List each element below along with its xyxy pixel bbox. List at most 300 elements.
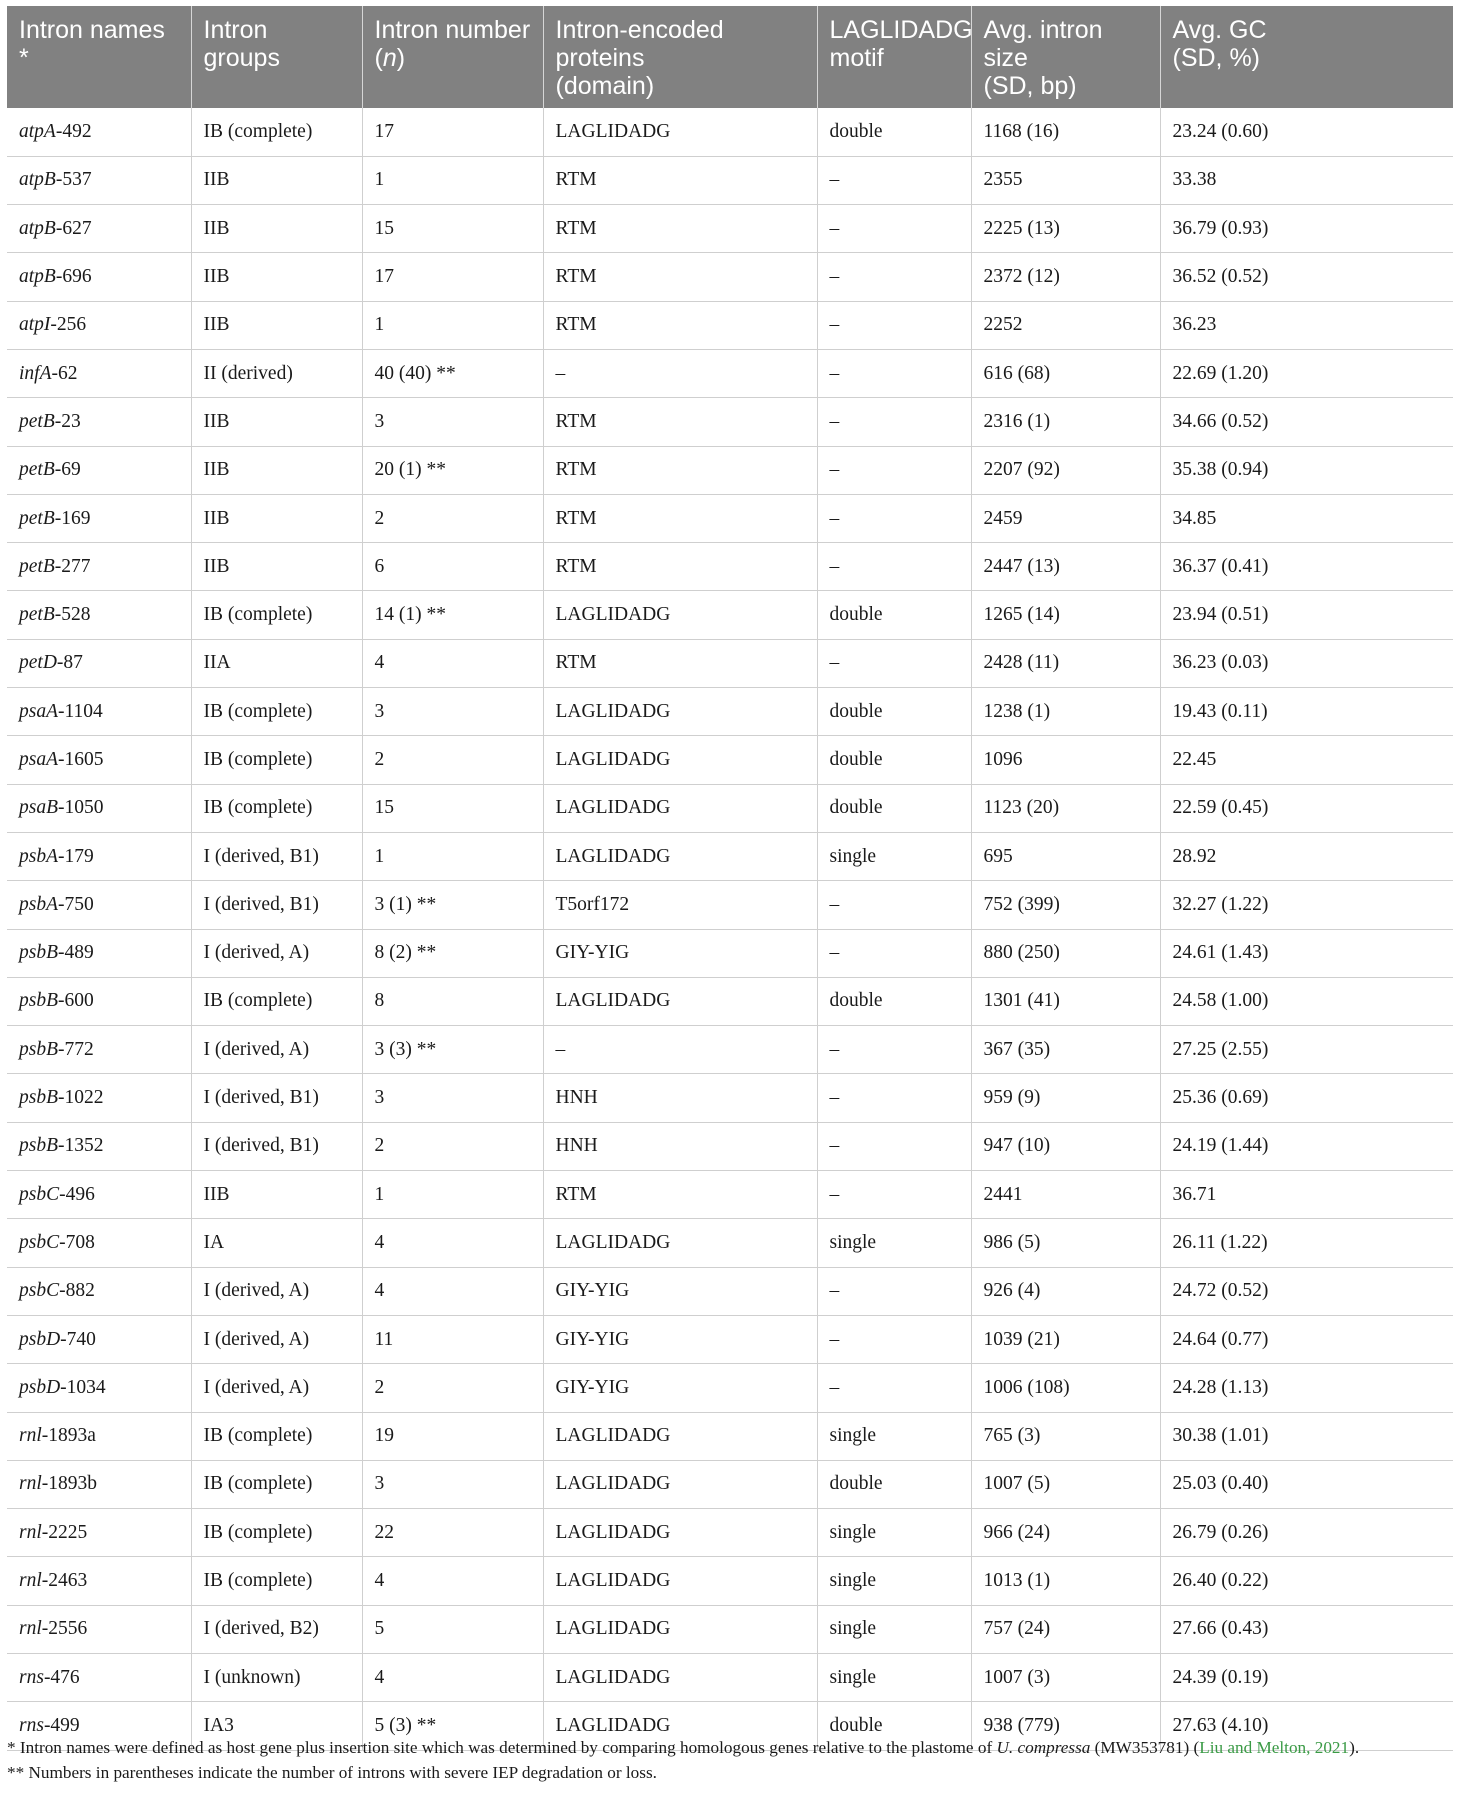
avg-gc-cell: 28.92 — [1160, 832, 1453, 880]
intron-group-cell: IB (complete) — [191, 591, 362, 639]
gene-name: psbC — [19, 1280, 60, 1302]
avg-size-cell: 2225 (13) — [971, 205, 1160, 253]
intron-group-cell: IIA — [191, 639, 362, 687]
gene-name: petB — [19, 555, 55, 577]
intron-group-cell: I (derived, B1) — [191, 1074, 362, 1122]
insertion-site: -492 — [55, 120, 92, 142]
avg-size-cell: 959 (9) — [971, 1074, 1160, 1122]
intron-number-cell: 4 — [362, 1267, 543, 1315]
avg-gc-cell: 25.03 (0.40) — [1160, 1460, 1453, 1508]
avg-size-cell: 2459 — [971, 494, 1160, 542]
avg-gc-cell: 30.38 (1.01) — [1160, 1412, 1453, 1460]
intron-name-cell — [7, 543, 191, 591]
gene-name: rnl — [19, 1570, 42, 1592]
gene-name: psbA — [19, 893, 58, 915]
header-laglidadg-motif: LAGLIDADG motif — [817, 6, 971, 108]
table-row — [7, 1364, 1453, 1412]
laglidadg-motif-cell: single — [817, 1509, 971, 1557]
insertion-site: -476 — [43, 1666, 80, 1688]
intron-name-cell — [7, 1460, 191, 1508]
avg-gc-cell: 34.66 (0.52) — [1160, 398, 1453, 446]
insertion-site: -496 — [59, 1183, 95, 1205]
gene-name: petD — [19, 652, 57, 674]
avg-gc-cell: 34.85 — [1160, 494, 1453, 542]
gene-name: rnl — [19, 1473, 42, 1495]
laglidadg-motif-cell: single — [817, 1654, 971, 1702]
gene-name: psbD — [19, 1376, 61, 1398]
insertion-site: -277 — [54, 555, 91, 577]
intron-protein-cell: LAGLIDADG — [543, 1412, 817, 1460]
intron-group-cell: I (derived, B1) — [191, 832, 362, 880]
insertion-site: -489 — [58, 942, 94, 964]
laglidadg-motif-cell: single — [817, 1605, 971, 1653]
avg-gc-cell: 26.11 (1.22) — [1160, 1219, 1453, 1267]
footnotes — [7, 1735, 1453, 1785]
avg-gc-cell: 36.23 (0.03) — [1160, 639, 1453, 687]
intron-protein-cell: RTM — [543, 446, 817, 494]
header-avg-gc: Avg. GC (SD, %) — [1160, 6, 1453, 108]
intron-name-cell — [7, 1605, 191, 1653]
intron-protein-cell: RTM — [543, 398, 817, 446]
table-row — [7, 205, 1453, 253]
table-row — [7, 1557, 1453, 1605]
intron-protein-cell: LAGLIDADG — [543, 784, 817, 832]
intron-name-cell — [7, 1267, 191, 1315]
avg-gc-cell: 25.36 (0.69) — [1160, 1074, 1453, 1122]
intron-protein-cell: LAGLIDADG — [543, 688, 817, 736]
gene-name: psbD — [19, 1328, 61, 1350]
intron-name-cell — [7, 784, 191, 832]
intron-name-cell — [7, 1219, 191, 1267]
gene-name: psbB — [19, 942, 58, 964]
insertion-site: -169 — [54, 507, 91, 529]
intron-name-cell — [7, 832, 191, 880]
avg-size-cell: 367 (35) — [971, 1026, 1160, 1074]
gene-name: psbB — [19, 990, 58, 1012]
intron-group-cell: IB (complete) — [191, 1460, 362, 1508]
avg-gc-cell: 22.69 (1.20) — [1160, 349, 1453, 397]
table-row — [7, 1267, 1453, 1315]
laglidadg-motif-cell: double — [817, 108, 971, 156]
avg-size-cell: 2207 (92) — [971, 446, 1160, 494]
intron-protein-cell: RTM — [543, 1171, 817, 1219]
avg-size-cell: 2372 (12) — [971, 253, 1160, 301]
table-row — [7, 688, 1453, 736]
gene-name: rns — [19, 1666, 44, 1688]
avg-size-cell: 1007 (3) — [971, 1654, 1160, 1702]
insertion-site: -772 — [58, 1038, 94, 1060]
gene-name: psbA — [19, 845, 58, 867]
intron-name-cell — [7, 1026, 191, 1074]
intron-number-cell: 4 — [362, 639, 543, 687]
intron-protein-cell: RTM — [543, 494, 817, 542]
gene-name: rns — [19, 1714, 44, 1736]
intron-protein-cell: LAGLIDADG — [543, 977, 817, 1025]
intron-protein-cell: LAGLIDADG — [543, 591, 817, 639]
intron-number-cell: 1 — [362, 1171, 543, 1219]
intron-number-cell: 14 (1) ** — [362, 591, 543, 639]
intron-number-cell: 2 — [362, 1364, 543, 1412]
gene-name: atpB — [19, 169, 56, 191]
gene-name: petB — [19, 459, 55, 481]
laglidadg-motif-cell: – — [817, 1315, 971, 1363]
table-row — [7, 446, 1453, 494]
avg-size-cell: 1039 (21) — [971, 1315, 1160, 1363]
intron-protein-cell: RTM — [543, 301, 817, 349]
intron-name-cell — [7, 398, 191, 446]
avg-size-cell: 926 (4) — [971, 1267, 1160, 1315]
insertion-site: -740 — [60, 1328, 96, 1350]
intron-name-cell — [7, 929, 191, 977]
intron-name-cell — [7, 639, 191, 687]
laglidadg-motif-cell: – — [817, 543, 971, 591]
laglidadg-motif-cell: – — [817, 639, 971, 687]
avg-size-cell: 986 (5) — [971, 1219, 1160, 1267]
table-row — [7, 929, 1453, 977]
avg-size-cell: 695 — [971, 832, 1160, 880]
laglidadg-motif-cell: single — [817, 1557, 971, 1605]
intron-number-cell: 2 — [362, 494, 543, 542]
avg-gc-cell: 27.66 (0.43) — [1160, 1605, 1453, 1653]
gene-name: atpA — [19, 120, 56, 142]
avg-gc-cell: 24.64 (0.77) — [1160, 1315, 1453, 1363]
laglidadg-motif-cell: double — [817, 784, 971, 832]
gene-name: psbC — [19, 1183, 60, 1205]
gene-name: atpB — [19, 266, 56, 288]
avg-size-cell: 2441 — [971, 1171, 1160, 1219]
intron-number-cell: 4 — [362, 1219, 543, 1267]
gene-name: atpB — [19, 217, 56, 239]
avg-gc-cell: 36.23 — [1160, 301, 1453, 349]
intron-name-cell — [7, 1557, 191, 1605]
intron-group-cell: I (derived, A) — [191, 929, 362, 977]
table-row — [7, 253, 1453, 301]
intron-name-cell — [7, 591, 191, 639]
intron-protein-cell: RTM — [543, 156, 817, 204]
intron-name-cell — [7, 1364, 191, 1412]
intron-group-cell: IIB — [191, 205, 362, 253]
avg-gc-cell: 35.38 (0.94) — [1160, 446, 1453, 494]
insertion-site: -627 — [55, 217, 92, 239]
laglidadg-motif-cell: – — [817, 398, 971, 446]
intron-group-cell: IIB — [191, 446, 362, 494]
intron-protein-cell: LAGLIDADG — [543, 108, 817, 156]
avg-size-cell: 1013 (1) — [971, 1557, 1160, 1605]
intron-protein-cell: RTM — [543, 205, 817, 253]
insertion-site: -69 — [54, 459, 81, 481]
intron-group-cell: I (derived, A) — [191, 1026, 362, 1074]
intron-number-cell: 8 — [362, 977, 543, 1025]
table-row — [7, 639, 1453, 687]
intron-number-cell: 3 — [362, 398, 543, 446]
insertion-site: -1050 — [58, 797, 104, 819]
intron-protein-cell: LAGLIDADG — [543, 832, 817, 880]
intron-group-cell: IA — [191, 1219, 362, 1267]
table-row — [7, 736, 1453, 784]
gene-name: psbC — [19, 1231, 60, 1253]
laglidadg-motif-cell: – — [817, 253, 971, 301]
table-row — [7, 1315, 1453, 1363]
laglidadg-motif-cell: – — [817, 301, 971, 349]
avg-gc-cell: 27.63 (4.10) — [1160, 1702, 1453, 1750]
table-row — [7, 1171, 1453, 1219]
laglidadg-motif-cell: single — [817, 832, 971, 880]
intron-number-cell: 2 — [362, 1122, 543, 1170]
avg-size-cell: 938 (779) — [971, 1702, 1160, 1750]
laglidadg-motif-cell: – — [817, 1364, 971, 1412]
insertion-site: -528 — [54, 604, 91, 626]
gene-name: psbB — [19, 1087, 58, 1109]
intron-number-cell: 17 — [362, 108, 543, 156]
intron-protein-cell: – — [543, 349, 817, 397]
avg-size-cell: 1238 (1) — [971, 688, 1160, 736]
table-body — [7, 108, 1453, 1750]
avg-size-cell: 880 (250) — [971, 929, 1160, 977]
table-row — [7, 881, 1453, 929]
table-row — [7, 349, 1453, 397]
table-row — [7, 1509, 1453, 1557]
avg-size-cell: 1007 (5) — [971, 1460, 1160, 1508]
footnote-intron-names: * Intron names were defined as host gene plus insertion site which was determined by comparing homologous genes relative to the plastome of U. compressa (MW353781) (Liu and Melton, 2021). — [7, 1738, 1360, 1757]
laglidadg-motif-cell: double — [817, 1460, 971, 1508]
intron-group-cell: IB (complete) — [191, 1412, 362, 1460]
avg-size-cell: 765 (3) — [971, 1412, 1160, 1460]
insertion-site: -23 — [54, 410, 81, 432]
intron-group-cell: I (derived, A) — [191, 1315, 362, 1363]
gene-name: psaA — [19, 749, 58, 770]
intron-group-cell: I (derived, A) — [191, 1267, 362, 1315]
avg-gc-cell: 24.58 (1.00) — [1160, 977, 1453, 1025]
insertion-site: -87 — [56, 652, 83, 674]
intron-group-cell: IIB — [191, 1171, 362, 1219]
laglidadg-motif-cell: double — [817, 688, 971, 736]
intron-name-cell — [7, 1074, 191, 1122]
avg-gc-cell: 23.94 (0.51) — [1160, 591, 1453, 639]
laglidadg-motif-cell: – — [817, 349, 971, 397]
citation-link[interactable]: Liu and Melton, 2021 — [1199, 1738, 1350, 1757]
intron-protein-cell: RTM — [543, 543, 817, 591]
intron-table — [7, 6, 1453, 1751]
insertion-site: -179 — [58, 845, 94, 867]
intron-name-cell — [7, 349, 191, 397]
avg-gc-cell: 24.72 (0.52) — [1160, 1267, 1453, 1315]
table-row — [7, 1026, 1453, 1074]
avg-gc-cell: 22.59 (0.45) — [1160, 784, 1453, 832]
insertion-site: -499 — [43, 1714, 80, 1736]
intron-number-cell: 8 (2) ** — [362, 929, 543, 977]
gene-name: petB — [19, 604, 55, 626]
footnote-parentheses: ** Numbers in parentheses indicate the number of introns with severe IEP degradation or loss. — [7, 1763, 657, 1782]
table-row — [7, 494, 1453, 542]
header-intron-names: Intron names * — [7, 6, 191, 108]
avg-gc-cell: 24.61 (1.43) — [1160, 929, 1453, 977]
intron-name-cell — [7, 977, 191, 1025]
gene-name: psaB — [19, 797, 58, 819]
intron-name-cell — [7, 1654, 191, 1702]
table-row — [7, 977, 1453, 1025]
avg-size-cell: 616 (68) — [971, 349, 1160, 397]
gene-name: psbB — [19, 1038, 58, 1060]
gene-name: petB — [19, 507, 55, 529]
laglidadg-motif-cell: – — [817, 1267, 971, 1315]
intron-name-cell — [7, 736, 191, 784]
avg-gc-cell: 32.27 (1.22) — [1160, 881, 1453, 929]
table-row — [7, 156, 1453, 204]
intron-protein-cell: HNH — [543, 1074, 817, 1122]
intron-name-cell — [7, 156, 191, 204]
table-row — [7, 1654, 1453, 1702]
intron-protein-cell: LAGLIDADG — [543, 1509, 817, 1557]
intron-protein-cell: GIY-YIG — [543, 1315, 817, 1363]
avg-gc-cell: 33.38 — [1160, 156, 1453, 204]
insertion-site: -1352 — [58, 1135, 104, 1157]
gene-name: infA — [19, 362, 52, 384]
intron-protein-cell: LAGLIDADG — [543, 736, 817, 784]
laglidadg-motif-cell: single — [817, 1412, 971, 1460]
intron-name-cell — [7, 446, 191, 494]
intron-name-cell — [7, 494, 191, 542]
intron-group-cell: I (derived, A) — [191, 1364, 362, 1412]
intron-protein-cell: GIY-YIG — [543, 929, 817, 977]
laglidadg-motif-cell: – — [817, 446, 971, 494]
table-row — [7, 1412, 1453, 1460]
intron-protein-cell: LAGLIDADG — [543, 1702, 817, 1750]
intron-number-cell: 1 — [362, 301, 543, 349]
intron-number-cell: 3 — [362, 688, 543, 736]
intron-group-cell: IIB — [191, 494, 362, 542]
intron-protein-cell: LAGLIDADG — [543, 1654, 817, 1702]
laglidadg-motif-cell: double — [817, 1702, 971, 1750]
table-row — [7, 301, 1453, 349]
intron-number-cell: 19 — [362, 1412, 543, 1460]
laglidadg-motif-cell: – — [817, 494, 971, 542]
gene-name: petB — [19, 410, 55, 432]
intron-number-cell: 3 (3) ** — [362, 1026, 543, 1074]
intron-protein-cell: T5orf172 — [543, 881, 817, 929]
intron-number-cell: 15 — [362, 784, 543, 832]
intron-name-cell — [7, 253, 191, 301]
intron-number-cell: 3 (1) ** — [362, 881, 543, 929]
insertion-site: -1893b — [41, 1473, 98, 1495]
gene-name: atpI — [19, 314, 51, 336]
insertion-site: -696 — [55, 266, 92, 288]
avg-gc-cell: 26.79 (0.26) — [1160, 1509, 1453, 1557]
avg-gc-cell: 36.71 — [1160, 1171, 1453, 1219]
intron-protein-cell: LAGLIDADG — [543, 1605, 817, 1653]
intron-protein-cell: RTM — [543, 639, 817, 687]
avg-size-cell: 1123 (20) — [971, 784, 1160, 832]
table-row — [7, 784, 1453, 832]
laglidadg-motif-cell: – — [817, 156, 971, 204]
intron-group-cell: IA3 — [191, 1702, 362, 1750]
header-row — [7, 6, 1453, 108]
avg-size-cell: 1096 — [971, 736, 1160, 784]
avg-size-cell: 2428 (11) — [971, 639, 1160, 687]
avg-gc-cell: 19.43 (0.11) — [1160, 688, 1453, 736]
intron-group-cell: II (derived) — [191, 349, 362, 397]
intron-group-cell: IB (complete) — [191, 784, 362, 832]
insertion-site: -2463 — [41, 1570, 88, 1592]
intron-number-cell: 3 — [362, 1074, 543, 1122]
avg-size-cell: 757 (24) — [971, 1605, 1160, 1653]
laglidadg-motif-cell: – — [817, 1171, 971, 1219]
table-row — [7, 108, 1453, 156]
laglidadg-motif-cell: – — [817, 881, 971, 929]
intron-protein-cell: LAGLIDADG — [543, 1460, 817, 1508]
laglidadg-motif-cell: double — [817, 977, 971, 1025]
avg-gc-cell: 36.52 (0.52) — [1160, 253, 1453, 301]
avg-gc-cell: 23.24 (0.60) — [1160, 108, 1453, 156]
intron-name-cell — [7, 205, 191, 253]
intron-group-cell: IB (complete) — [191, 1509, 362, 1557]
insertion-site: -537 — [55, 169, 92, 191]
insertion-site: -1893a — [41, 1425, 96, 1447]
intron-group-cell: IIB — [191, 301, 362, 349]
avg-size-cell: 2447 (13) — [971, 543, 1160, 591]
intron-group-cell: IIB — [191, 398, 362, 446]
header-intron-number: Intron number (n) — [362, 6, 543, 108]
intron-number-cell: 17 — [362, 253, 543, 301]
intron-number-cell: 3 — [362, 1460, 543, 1508]
intron-protein-cell: – — [543, 1026, 817, 1074]
insertion-site: -708 — [59, 1231, 95, 1253]
intron-number-cell: 40 (40) ** — [362, 349, 543, 397]
laglidadg-motif-cell: double — [817, 736, 971, 784]
intron-number-cell: 5 — [362, 1605, 543, 1653]
table-row — [7, 591, 1453, 639]
table-row — [7, 1122, 1453, 1170]
avg-size-cell: 1265 (14) — [971, 591, 1160, 639]
intron-number-cell: 20 (1) ** — [362, 446, 543, 494]
table-row — [7, 1460, 1453, 1508]
avg-size-cell: 2252 — [971, 301, 1160, 349]
avg-gc-cell: 22.45 — [1160, 736, 1453, 784]
header-intron-groups: Intron groups — [191, 6, 362, 108]
table-row — [7, 543, 1453, 591]
laglidadg-motif-cell: – — [817, 929, 971, 977]
laglidadg-motif-cell: single — [817, 1219, 971, 1267]
insertion-site: -1104 — [58, 700, 103, 722]
avg-size-cell: 2316 (1) — [971, 398, 1160, 446]
gene-name: psaA — [19, 700, 58, 722]
gene-name: rnl — [19, 1425, 42, 1447]
insertion-site: -882 — [59, 1280, 95, 1302]
intron-number-cell: 22 — [362, 1509, 543, 1557]
avg-gc-cell: 26.40 (0.22) — [1160, 1557, 1453, 1605]
laglidadg-motif-cell: double — [817, 591, 971, 639]
gene-name: rnl — [19, 1618, 42, 1640]
intron-protein-cell: GIY-YIG — [543, 1267, 817, 1315]
intron-number-cell: 15 — [362, 205, 543, 253]
intron-group-cell: I (derived, B2) — [191, 1605, 362, 1653]
intron-number-cell: 4 — [362, 1654, 543, 1702]
intron-group-cell: I (derived, B1) — [191, 881, 362, 929]
intron-name-cell — [7, 881, 191, 929]
avg-gc-cell: 24.39 (0.19) — [1160, 1654, 1453, 1702]
gene-name: psbB — [19, 1135, 58, 1157]
table-row — [7, 398, 1453, 446]
intron-group-cell: I (derived, B1) — [191, 1122, 362, 1170]
avg-gc-cell: 36.37 (0.41) — [1160, 543, 1453, 591]
intron-protein-cell: RTM — [543, 253, 817, 301]
intron-group-cell: IIB — [191, 543, 362, 591]
insertion-site: -2225 — [41, 1521, 88, 1543]
intron-name-cell — [7, 1122, 191, 1170]
intron-name-cell — [7, 688, 191, 736]
intron-group-cell: I (unknown) — [191, 1654, 362, 1702]
laglidadg-motif-cell: – — [817, 205, 971, 253]
table-row — [7, 1074, 1453, 1122]
